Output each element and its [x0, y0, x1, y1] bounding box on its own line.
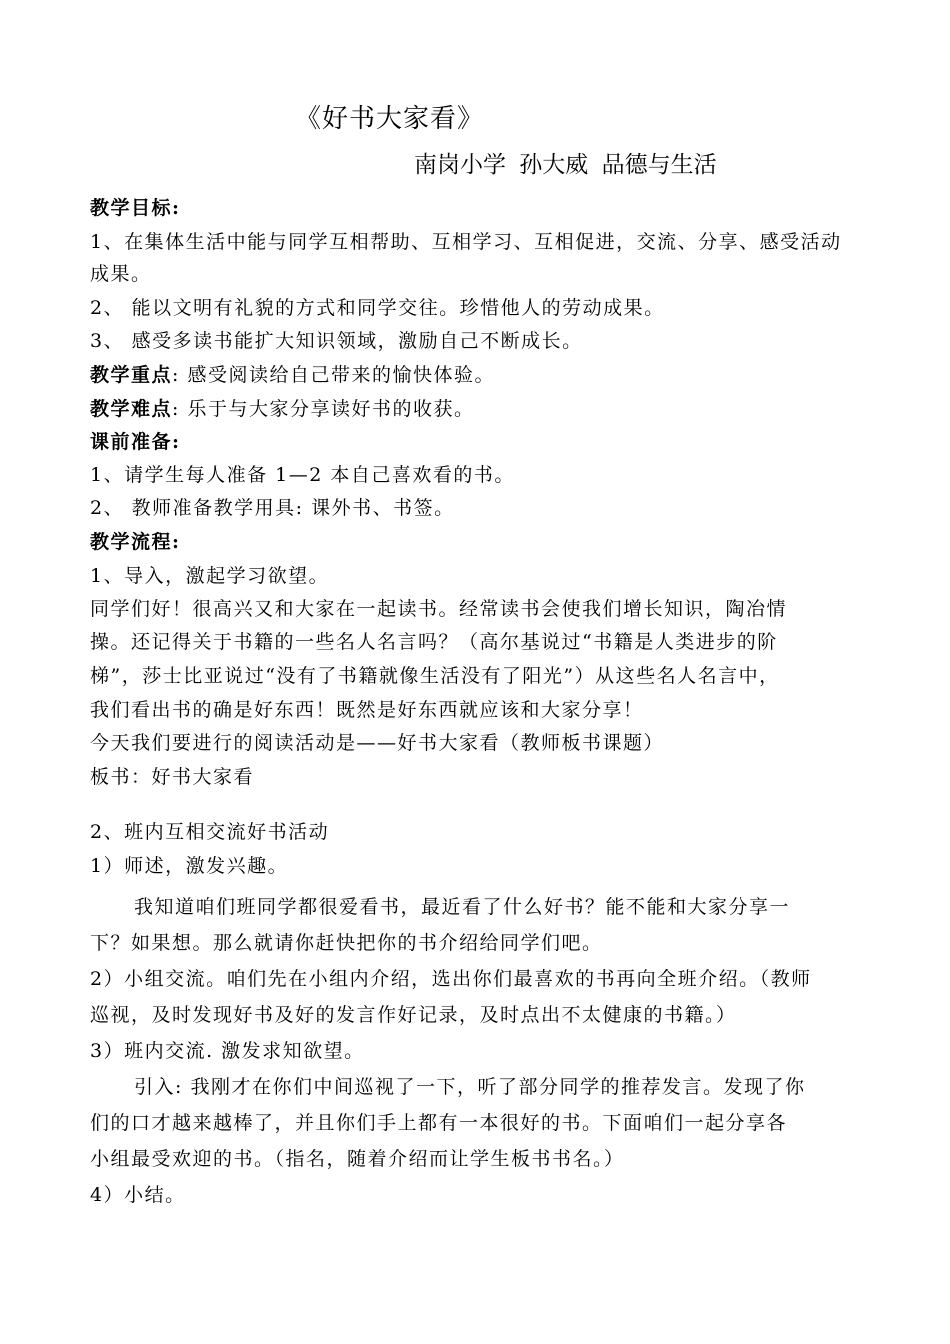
- step-1-title: 1、导入，激起学习欲望。: [90, 565, 330, 587]
- substep-3-line-2: 们的口才越来越棒了，并且你们手上都有一本很好的书。下面咱们一起分享各: [90, 1112, 788, 1134]
- substep-3-line-1: 引入: 我刚才在你们中间巡视了一下，听了部分同学的推荐发言。发现了你: [134, 1076, 806, 1098]
- substep-3-line-3: 小组最受欢迎的书。（指名，随着介绍而让学生板书书名。）: [90, 1148, 625, 1170]
- difficulty: [90, 400, 474, 419]
- objective-2: 2、 能以文明有礼貌的方式和同学交往。珍惜他人的劳动成果。: [90, 297, 665, 319]
- step-1-paragraph-line-2: 操。还记得关于书籍的一些名人名言吗？（高尔基说过“书籍是人类进步的阶: [90, 631, 778, 653]
- step-1-paragraph-line-3: 梯”，莎士比亚说过“没有了书籍就像生活没有了阳光”）从这些名人名言中，: [90, 665, 780, 687]
- preparation-heading: 课前准备:: [90, 431, 181, 453]
- objective-3: 3、 感受多读书能扩大知识领域，激励自己不断成长。: [90, 330, 583, 352]
- difficulty-label: 教学难点: [90, 398, 173, 420]
- substep-3-title: 3）班内交流. 激发求知欲望。: [90, 1040, 365, 1062]
- step-2-title: 2、班内互相交流好书活动: [90, 821, 330, 843]
- substep-2-line-2: 巡视，及时发现好书及好的发言作好记录，及时点出不太健康的书籍。）: [90, 1004, 737, 1026]
- process-heading: 教学流程:: [90, 531, 181, 553]
- document-title: 《好书大家看》: [295, 104, 485, 134]
- key-point: [90, 366, 495, 385]
- key-point-text: : 感受阅读给自己带来的愉快体验。: [172, 364, 495, 386]
- objectives-heading: 教学目标:: [90, 197, 181, 219]
- difficulty-text: : 乐于与大家分享读好书的收获。: [172, 398, 475, 420]
- step-1-board-text: 板书：好书大家看: [90, 766, 255, 788]
- substep-1-title: 1）师述，激发兴趣。: [90, 855, 289, 877]
- preparation-1: 1、请学生每人准备 1—2 本自己喜欢看的书。: [90, 464, 515, 486]
- objective-1-line-1: 1、在集体生活中能与同学互相帮助、互相学习、互相促进，交流、分享、感受活动: [90, 231, 842, 253]
- objective-1-line-2: 成果。: [90, 263, 152, 285]
- key-point-label: 教学重点: [90, 364, 173, 386]
- substep-4-title: 4）小结。: [90, 1184, 186, 1206]
- step-1-paragraph-line-5: 今天我们要进行的阅读活动是——好书大家看（教师板书课题）: [90, 732, 665, 754]
- preparation-2: 2、 教师准备教学用具: 课外书、书签。: [90, 497, 455, 519]
- step-1-paragraph-line-4: 我们看出书的确是好东西！既然是好东西就应该和大家分享！: [90, 699, 644, 721]
- substep-1-line-1: 我知道咱们班同学都很爱看书，最近看了什么好书？能不能和大家分享一: [134, 896, 791, 918]
- substep-1-line-2: 下？如果想。那么就请你赶快把你的书介绍给同学们吧。: [90, 932, 603, 954]
- document-subtitle: 南岗小学 孙大威 品德与生活: [414, 152, 717, 178]
- step-1-paragraph-line-1: 同学们好！很高兴又和大家在一起读书。经常读书会使我们增长知识，陶冶情: [90, 598, 788, 620]
- substep-2-line-1: 2）小组交流。咱们先在小组内介绍，选出你们最喜欢的书再向全班介绍。（教师: [90, 968, 812, 990]
